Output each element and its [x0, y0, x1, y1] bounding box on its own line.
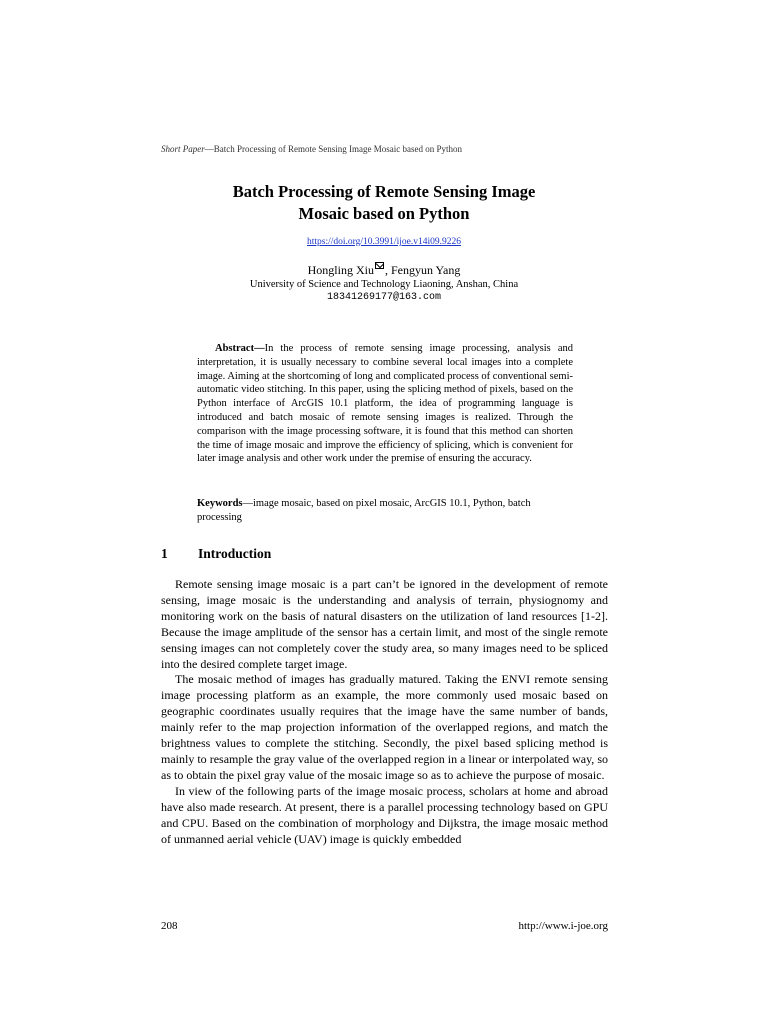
author-line	[160, 263, 608, 278]
section-heading	[161, 546, 271, 562]
paragraph: Remote sensing image mosaic is a part can’t be ignored in the development of remote sensing, image mosaic is the understanding and analysis of terrain, physiognomy and monitoring work on the basis of natural disasters on the utilization of land resources [1-2]. Because the image amplitude of the sensor has a certain limit, and most of the single remote sensing images can not completely cover the study area, so many images need to be spliced into the desired complete target image.	[161, 577, 608, 671]
keywords-text: —image mosaic, based on pixel mosaic, ArcGIS 10.1, Python, batch processing	[197, 498, 531, 523]
doi-link[interactable]: https://doi.org/10.3991/ijoe.v14i09.9226	[307, 237, 461, 247]
page-number: 208	[161, 920, 178, 932]
body-text	[161, 577, 608, 847]
paragraph: The mosaic method of images has gradually matured. Taking the ENVI remote sensing image processing platform as an example, the more commonly used mosaic based on geographic coordinates usually requires that the image have the same number of bands, mainly refer to the map projection information of the overlapped regions, and match the brightness values to complete the stitching. Secondly, the pixel based splicing method is mainly to resample the gray value of the overlapped region in a linear or interpolated way, so as to obtain the pixel gray value of the mosaic image so as to achieve the purpose of mosaic.	[161, 672, 608, 782]
paper-title-line-1: Batch Processing of Remote Sensing Image	[232, 182, 536, 201]
running-head	[161, 144, 462, 154]
author-rest: , Fengyun Yang	[384, 263, 461, 277]
author-first: Hongling Xiu	[307, 263, 374, 277]
running-head-label: Short Paper	[161, 144, 205, 154]
section-title: Introduction	[198, 546, 272, 561]
envelope-icon	[375, 262, 384, 269]
running-head-title: —Batch Processing of Remote Sensing Image Mosaic based on Python	[204, 144, 462, 154]
paper-title-line-2: Mosaic based on Python	[298, 204, 470, 223]
keywords	[197, 497, 573, 525]
paper-title	[160, 181, 608, 225]
affiliation: University of Science and Technology Liaoning, Anshan, China	[249, 279, 519, 290]
paragraph: In view of the following parts of the image mosaic process, scholars at home and abroad have also made research. At present, there is a parallel processing technology based on GPU and CPU. Based on the combination of morphology and Dijkstra, the image mosaic method of unmanned aerial vehicle (UAV) image is quickly embedded	[161, 783, 608, 846]
abstract-text: In the process of remote sensing image processing, analysis and interpretation, it is usually necessary to combine several local images into a complete image. Aiming at the shortcoming of long and complicated process of conventional semi-automatic video stitching. In this paper, using the splicing method of pixels, based on the Python interface of ArcGIS 10.1 platform, the idea of programming language is introduced and batch mosaic of remote sensing images is realized. Through the comparison with the image processing software, it is found that this method can shorten the time of image mosaic and improve the efficiency of splicing, which is convenient for later image analysis and other work under the premise of ensuring the accuracy.	[197, 343, 573, 465]
author-email: 18341269177@163.com	[326, 292, 442, 303]
section-number: 1	[161, 546, 168, 561]
abstract-label: Abstract—	[215, 343, 265, 354]
keywords-label: Keywords	[197, 498, 243, 509]
abstract	[197, 342, 573, 466]
journal-url[interactable]: http://www.i-joe.org	[518, 920, 608, 932]
